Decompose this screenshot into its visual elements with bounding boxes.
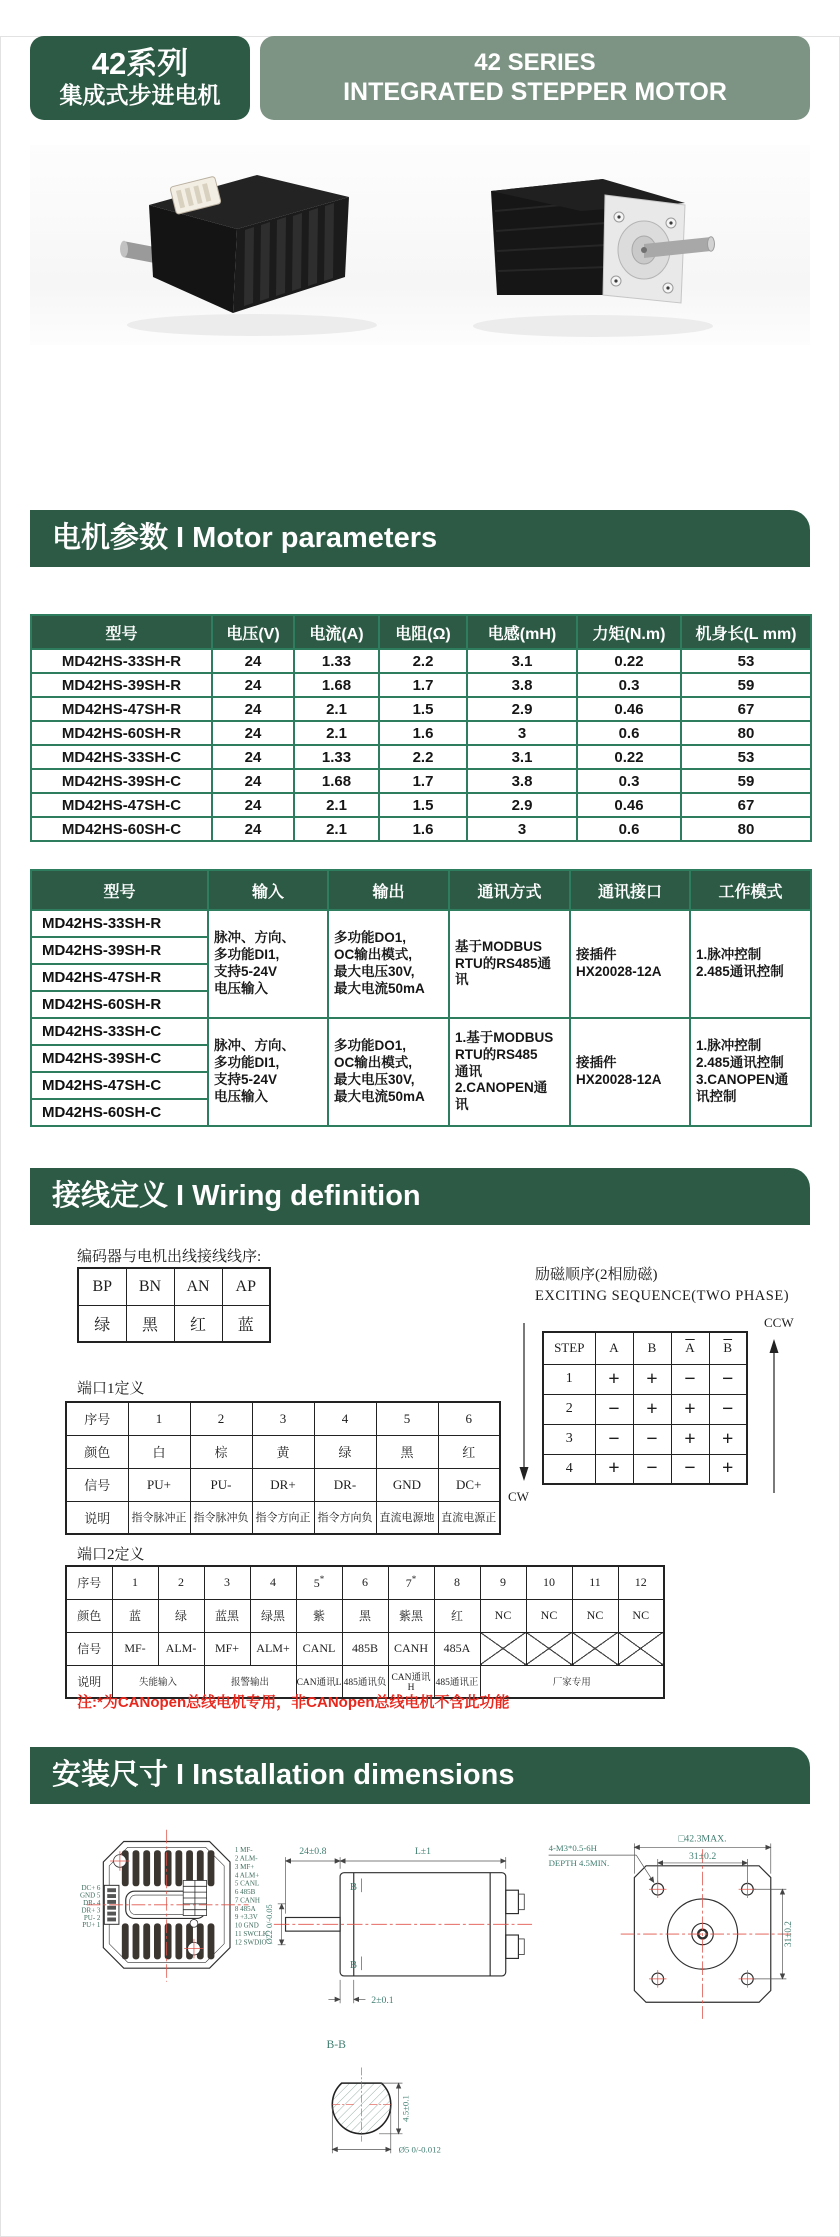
value-cell: 0.22 — [577, 745, 681, 769]
port2-pin-labels: 1 MF-2 ALM-3 MF+ 4 ALM+ 5 CANL 6 485B 7 CANH 8 485A 9 +3.3V 10 GND 11 SWCLK 12 SWDIO — [234, 1846, 268, 1947]
phase-header: $\overline{A}$ — [671, 1332, 709, 1364]
wire-color-cell: NC — [618, 1599, 664, 1632]
wire-color-cell: 黑 — [376, 1435, 438, 1468]
step-number: 1 — [543, 1364, 595, 1394]
model-cell: MD42HS-47SH-R — [31, 964, 208, 991]
step-number: 2 — [543, 1394, 595, 1424]
section-title-wiring-definition: 接线定义 I Wiring definition — [30, 1168, 810, 1225]
phase-sign: + — [709, 1454, 747, 1484]
wire-color-cell: NC — [572, 1599, 618, 1632]
wire-color-cell: NC — [480, 1599, 526, 1632]
description-cell: 报警输出 — [204, 1665, 296, 1698]
phase-sign: + — [595, 1454, 633, 1484]
step-number: 3 — [543, 1424, 595, 1454]
value-cell: 24 — [212, 769, 294, 793]
description-cell: CAN通讯L — [296, 1665, 342, 1698]
signal-cell: AN — [174, 1268, 222, 1305]
column-header: 机身长(L mm) — [681, 615, 811, 649]
description-cell: 指令脉冲正 — [128, 1501, 190, 1534]
port1-pin-labels: DC+ 6 GND 5 DR- 4 DR+ 3 PU- 2 PU+ 1 — [79, 1884, 101, 1930]
dim-front-length: 24±0.8 — [299, 1846, 327, 1858]
value-cell: 24 — [212, 673, 294, 697]
description-cell: 485通讯正 — [434, 1665, 480, 1698]
model-cell: MD42HS-39SH-C — [31, 1045, 208, 1072]
signal-cell: CANH — [388, 1632, 434, 1665]
exciting-title-en: EXCITING SEQUENCE(TWO PHASE) — [535, 1288, 790, 1304]
header — [30, 36, 810, 120]
pin-number-cell: 12 — [618, 1566, 664, 1599]
wire-color-cell: 蓝黑 — [204, 1599, 250, 1632]
signal-cell: ALM+ — [250, 1632, 296, 1665]
comm-row — [31, 1018, 811, 1045]
dimension-drawing-svg — [30, 1822, 810, 2202]
signal-row — [66, 1632, 664, 1665]
signal-cell: DR- — [314, 1468, 376, 1501]
params-row — [31, 817, 811, 841]
column-header: 输出 — [328, 870, 449, 910]
phase-sign: + — [633, 1394, 671, 1424]
motor-photo-back-view — [87, 145, 407, 345]
comm-mode-cell: 1.基于MODBUS RTU的RS485 通讯 2.CANOPEN通 讯 — [449, 1018, 570, 1126]
series-subtitle-en: INTEGRATED STEPPER MOTOR — [343, 78, 727, 107]
pin-number-cell: 3 — [252, 1402, 314, 1435]
phase-sign: + — [595, 1364, 633, 1394]
exciting-step-row — [543, 1394, 747, 1424]
dim-hole-spacing-v: 31±0.2 — [784, 1921, 795, 1947]
value-cell: 1.68 — [294, 769, 379, 793]
model-cell: MD42HS-60SH-R — [31, 721, 212, 745]
signal-row — [66, 1468, 500, 1501]
description-row — [66, 1501, 500, 1534]
phase-sign: + — [671, 1424, 709, 1454]
row-header: 说明 — [66, 1665, 112, 1698]
exciting-title-cn: 励磁顺序(2相励磁) — [535, 1267, 658, 1283]
signal-cell: AP — [222, 1268, 270, 1305]
value-cell: 1.6 — [379, 817, 467, 841]
wire-color-cell: 绿 — [158, 1599, 204, 1632]
pin-number-cell: 6 — [438, 1402, 500, 1435]
signal-cell: 485A — [434, 1632, 480, 1665]
phase-sign: − — [709, 1394, 747, 1424]
series-title-cn: 42系列 — [91, 46, 189, 82]
value-cell: 1.7 — [379, 673, 467, 697]
wire-color-cell: 红 — [434, 1599, 480, 1632]
signal-cell: BP — [78, 1268, 126, 1305]
description-cell: 失能输入 — [112, 1665, 204, 1698]
work-mode-cell: 1.脉冲控制 2.485通讯控制 3.CANOPEN通 讯控制 — [690, 1018, 811, 1126]
value-cell: 0.6 — [577, 817, 681, 841]
input-cell: 脉冲、方向、 多功能DI1, 支持5-24V 电压输入 — [208, 1018, 328, 1126]
row-header: 序号 — [66, 1402, 128, 1435]
value-cell: 24 — [212, 745, 294, 769]
section-title-motor-parameters: 电机参数 I Motor parameters — [30, 510, 810, 567]
pin-number-cell: 5* — [296, 1566, 342, 1599]
wire-color-cell: 紫黑 — [388, 1599, 434, 1632]
wire-color-cell: 黑 — [342, 1599, 388, 1632]
color-cell: 蓝 — [222, 1305, 270, 1342]
section-title-installation-dimensions: 安装尺寸 I Installation dimensions — [30, 1747, 810, 1804]
value-cell: 2.9 — [467, 793, 577, 817]
value-cell: 3.8 — [467, 673, 577, 697]
cw-label: CW — [508, 1489, 529, 1504]
column-header: 电感(mH) — [467, 615, 577, 649]
row-header: 颜色 — [66, 1599, 112, 1632]
value-cell: 2.1 — [294, 793, 379, 817]
model-cell: MD42HS-47SH-C — [31, 793, 212, 817]
value-cell: 2.1 — [294, 721, 379, 745]
wire-color-cell: NC — [526, 1599, 572, 1632]
value-cell: 59 — [681, 673, 811, 697]
model-cell: MD42HS-33SH-C — [31, 1018, 208, 1045]
crossed-cell — [526, 1632, 572, 1665]
value-cell: 3.8 — [467, 769, 577, 793]
phase-sign: − — [671, 1454, 709, 1484]
model-cell: MD42HS-33SH-C — [31, 745, 212, 769]
canopen-note: 注:*为CANopen总线电机专用，非CANopen总线电机不含此功能 — [77, 1694, 510, 1711]
installation-drawing — [30, 1822, 810, 2202]
signal-cell: BN — [126, 1268, 174, 1305]
port1-definition-table — [65, 1401, 501, 1535]
pin-number-cell: 8 — [434, 1566, 480, 1599]
value-cell: 2.1 — [294, 817, 379, 841]
pin-number-cell: 2 — [158, 1566, 204, 1599]
value-cell: 3 — [467, 817, 577, 841]
row-header: 信号 — [66, 1468, 128, 1501]
model-cell: MD42HS-47SH-C — [31, 1072, 208, 1099]
value-cell: 0.3 — [577, 673, 681, 697]
model-cell: MD42HS-60SH-R — [31, 991, 208, 1018]
signal-cell: DR+ — [252, 1468, 314, 1501]
comm-interface-cell: 接插件 HX20028-12A — [570, 910, 690, 1018]
port2-definition-table — [65, 1565, 665, 1699]
output-cell: 多功能DO1, OC输出模式, 最大电压30V, 最大电流50mA — [328, 910, 449, 1018]
phase-header: $\overline{B}$ — [709, 1332, 747, 1364]
value-cell: 2.2 — [379, 649, 467, 673]
thread-spec-line1: 4-M3*0.5-6H — [548, 1843, 597, 1854]
signal-cell: CANL — [296, 1632, 342, 1665]
value-cell: 24 — [212, 817, 294, 841]
wiring-section — [30, 1225, 810, 1711]
description-cell: 直流电源地 — [376, 1501, 438, 1534]
encoder-wiring-label: 编码器与电机出线接线线序: — [77, 1249, 262, 1265]
pin-number-cell: 4 — [314, 1402, 376, 1435]
value-cell: 59 — [681, 769, 811, 793]
value-cell: 80 — [681, 721, 811, 745]
description-cell: 指令方向负 — [314, 1501, 376, 1534]
badge-series-en — [260, 36, 810, 120]
wire-color-cell: 棕 — [190, 1435, 252, 1468]
pin-number-cell: 2 — [190, 1402, 252, 1435]
model-cell: MD42HS-60SH-C — [31, 1099, 208, 1126]
dim-flange-thickness: 2±0.1 — [371, 1995, 394, 2007]
ccw-label: CCW — [764, 1315, 794, 1330]
value-cell: 80 — [681, 817, 811, 841]
model-cell: MD42HS-39SH-R — [31, 937, 208, 964]
column-header: 通讯接口 — [570, 870, 690, 910]
encoder-color-row — [78, 1305, 270, 1342]
pin-number-cell: 6 — [342, 1566, 388, 1599]
series-title-en: 42 SERIES — [474, 48, 596, 76]
badge-series-cn — [30, 36, 250, 120]
pin-number-row — [66, 1566, 664, 1599]
model-cell: MD42HS-33SH-R — [31, 649, 212, 673]
comm-header-row — [31, 870, 811, 910]
exciting-sequence-block — [500, 1235, 810, 1504]
cw-arrow — [502, 1321, 542, 1506]
value-cell: 3.1 — [467, 745, 577, 769]
wire-color-cell: 蓝 — [112, 1599, 158, 1632]
pin-number-cell: 4 — [250, 1566, 296, 1599]
wire-color-cell: 红 — [438, 1435, 500, 1468]
pin-number-cell: 10 — [526, 1566, 572, 1599]
params-row — [31, 793, 811, 817]
phase-sign: − — [595, 1394, 633, 1424]
column-header: 电流(A) — [294, 615, 379, 649]
pin-number-cell: 5 — [376, 1402, 438, 1435]
model-cell: MD42HS-33SH-R — [31, 910, 208, 937]
wire-color-cell: 白 — [128, 1435, 190, 1468]
value-cell: 2.1 — [294, 697, 379, 721]
pin-number-cell: 9 — [480, 1566, 526, 1599]
dim-shaft-diameter: Ø5 0/-0.012 — [398, 2144, 441, 2155]
color-cell: 绿 — [78, 1305, 126, 1342]
section-mark-b-top: B — [349, 1881, 357, 1894]
column-header: 力矩(N.m) — [577, 615, 681, 649]
description-cell: 指令方向正 — [252, 1501, 314, 1534]
params-row — [31, 769, 811, 793]
motor-photo-front-view — [433, 145, 753, 345]
product-photos — [30, 145, 810, 345]
value-cell: 24 — [212, 721, 294, 745]
step-header: STEP — [543, 1332, 595, 1364]
model-cell: MD42HS-60SH-C — [31, 817, 212, 841]
wire-color-cell: 紫 — [296, 1599, 342, 1632]
description-cell: 指令脉冲负 — [190, 1501, 252, 1534]
params-row — [31, 649, 811, 673]
value-cell: 1.33 — [294, 745, 379, 769]
row-header: 说明 — [66, 1501, 128, 1534]
description-cell: CAN通讯H — [388, 1665, 434, 1698]
dim-hole-spacing-h: 31±0.2 — [688, 1851, 717, 1863]
exciting-sequence-table — [542, 1331, 748, 1485]
comm-interface-cell: 接插件 HX20028-12A — [570, 1018, 690, 1126]
value-cell: 3 — [467, 721, 577, 745]
value-cell: 0.46 — [577, 697, 681, 721]
output-cell: 多功能DO1, OC输出模式, 最大电压30V, 最大电流50mA — [328, 1018, 449, 1126]
ccw-arrow — [752, 1313, 808, 1498]
encoder-signal-row — [78, 1268, 270, 1305]
value-cell: 2.9 — [467, 697, 577, 721]
phase-sign: + — [671, 1394, 709, 1424]
dim-pilot-diameter: Ø22 0/-0.05 — [264, 1904, 274, 1945]
pin-number-cell: 7* — [388, 1566, 434, 1599]
value-cell: 24 — [212, 793, 294, 817]
phase-sign: − — [633, 1424, 671, 1454]
step-number: 4 — [543, 1454, 595, 1484]
row-header: 颜色 — [66, 1435, 128, 1468]
color-cell: 红 — [174, 1305, 222, 1342]
value-cell: 1.6 — [379, 721, 467, 745]
params-row — [31, 745, 811, 769]
crossed-cell — [618, 1632, 664, 1665]
phase-sign: − — [633, 1454, 671, 1484]
wire-color-cell: 绿 — [314, 1435, 376, 1468]
phase-sign: + — [633, 1364, 671, 1394]
exciting-step-row — [543, 1454, 747, 1484]
comm-mode-cell: 基于MODBUS RTU的RS485通 讯 — [449, 910, 570, 1018]
series-subtitle-cn: 集成式步进电机 — [59, 82, 221, 109]
thread-spec-line2: DEPTH 4.5MIN. — [548, 1857, 610, 1868]
port1-label: 端口1定义 — [77, 1381, 145, 1397]
section-bb-label: B-B — [326, 2038, 346, 2052]
value-cell: 67 — [681, 793, 811, 817]
params-header-row — [31, 615, 811, 649]
model-cell: MD42HS-47SH-R — [31, 697, 212, 721]
value-cell: 24 — [212, 697, 294, 721]
pin-number-cell: 1 — [128, 1402, 190, 1435]
column-header: 型号 — [31, 870, 208, 910]
port2-label: 端口2定义 — [77, 1547, 145, 1563]
dim-shaft-flat: 4.5±0.1 — [400, 2095, 411, 2122]
encoder-wiring-table — [77, 1267, 271, 1343]
params-row — [31, 721, 811, 745]
description-cell: 厂家专用 — [480, 1665, 664, 1698]
color-cell: 黑 — [126, 1305, 174, 1342]
crossed-cell — [572, 1632, 618, 1665]
pin-number-cell: 3 — [204, 1566, 250, 1599]
column-header: 电阻(Ω) — [379, 615, 467, 649]
description-cell: 485通讯负 — [342, 1665, 388, 1698]
pin-number-cell: 11 — [572, 1566, 618, 1599]
model-cell: MD42HS-39SH-R — [31, 673, 212, 697]
exciting-step-row — [543, 1424, 747, 1454]
communication-table — [30, 869, 812, 1127]
input-cell: 脉冲、方向、 多功能DI1, 支持5-24V 电压输入 — [208, 910, 328, 1018]
params-row — [31, 697, 811, 721]
model-cell: MD42HS-39SH-C — [31, 769, 212, 793]
wire-color-row — [66, 1599, 664, 1632]
value-cell: 1.7 — [379, 769, 467, 793]
value-cell: 1.5 — [379, 697, 467, 721]
value-cell: 0.22 — [577, 649, 681, 673]
signal-cell: PU+ — [128, 1468, 190, 1501]
value-cell: 1.5 — [379, 793, 467, 817]
value-cell: 53 — [681, 745, 811, 769]
phase-header: A — [595, 1332, 633, 1364]
signal-cell: PU- — [190, 1468, 252, 1501]
phase-sign: − — [671, 1364, 709, 1394]
comm-row — [31, 910, 811, 937]
value-cell: 0.3 — [577, 769, 681, 793]
value-cell: 2.2 — [379, 745, 467, 769]
signal-cell: MF+ — [204, 1632, 250, 1665]
value-cell: 1.33 — [294, 649, 379, 673]
wire-color-row — [66, 1435, 500, 1468]
signal-cell: DC+ — [438, 1468, 500, 1501]
column-header: 工作模式 — [690, 870, 811, 910]
crossed-cell — [480, 1632, 526, 1665]
value-cell: 53 — [681, 649, 811, 673]
value-cell: 24 — [212, 649, 294, 673]
section-mark-b-bottom: B — [349, 1959, 357, 1972]
params-row — [31, 673, 811, 697]
signal-cell: GND — [376, 1468, 438, 1501]
datasheet-page — [0, 36, 840, 2202]
phase-sign: + — [709, 1424, 747, 1454]
pin-number-cell: 1 — [112, 1566, 158, 1599]
work-mode-cell: 1.脉冲控制 2.485通讯控制 — [690, 910, 811, 1018]
value-cell: 0.46 — [577, 793, 681, 817]
value-cell: 3.1 — [467, 649, 577, 673]
dim-square-max: □42.3MAX. — [678, 1833, 727, 1845]
wire-color-cell: 绿黑 — [250, 1599, 296, 1632]
phase-sign: − — [595, 1424, 633, 1454]
column-header: 型号 — [31, 615, 212, 649]
signal-cell: MF- — [112, 1632, 158, 1665]
row-header: 信号 — [66, 1632, 112, 1665]
exciting-step-row — [543, 1364, 747, 1394]
description-cell: 直流电源正 — [438, 1501, 500, 1534]
column-header: 输入 — [208, 870, 328, 910]
wire-color-cell: 黄 — [252, 1435, 314, 1468]
motor-parameters-table — [30, 614, 812, 842]
row-header: 序号 — [66, 1566, 112, 1599]
pin-number-row — [66, 1402, 500, 1435]
phase-sign: − — [709, 1364, 747, 1394]
exciting-header-row — [543, 1332, 747, 1364]
value-cell: 67 — [681, 697, 811, 721]
column-header: 电压(V) — [212, 615, 294, 649]
value-cell: 1.68 — [294, 673, 379, 697]
phase-header: B — [633, 1332, 671, 1364]
signal-cell: 485B — [342, 1632, 388, 1665]
signal-cell: ALM- — [158, 1632, 204, 1665]
dim-body-length: L±1 — [414, 1846, 432, 1858]
column-header: 通讯方式 — [449, 870, 570, 910]
value-cell: 0.6 — [577, 721, 681, 745]
